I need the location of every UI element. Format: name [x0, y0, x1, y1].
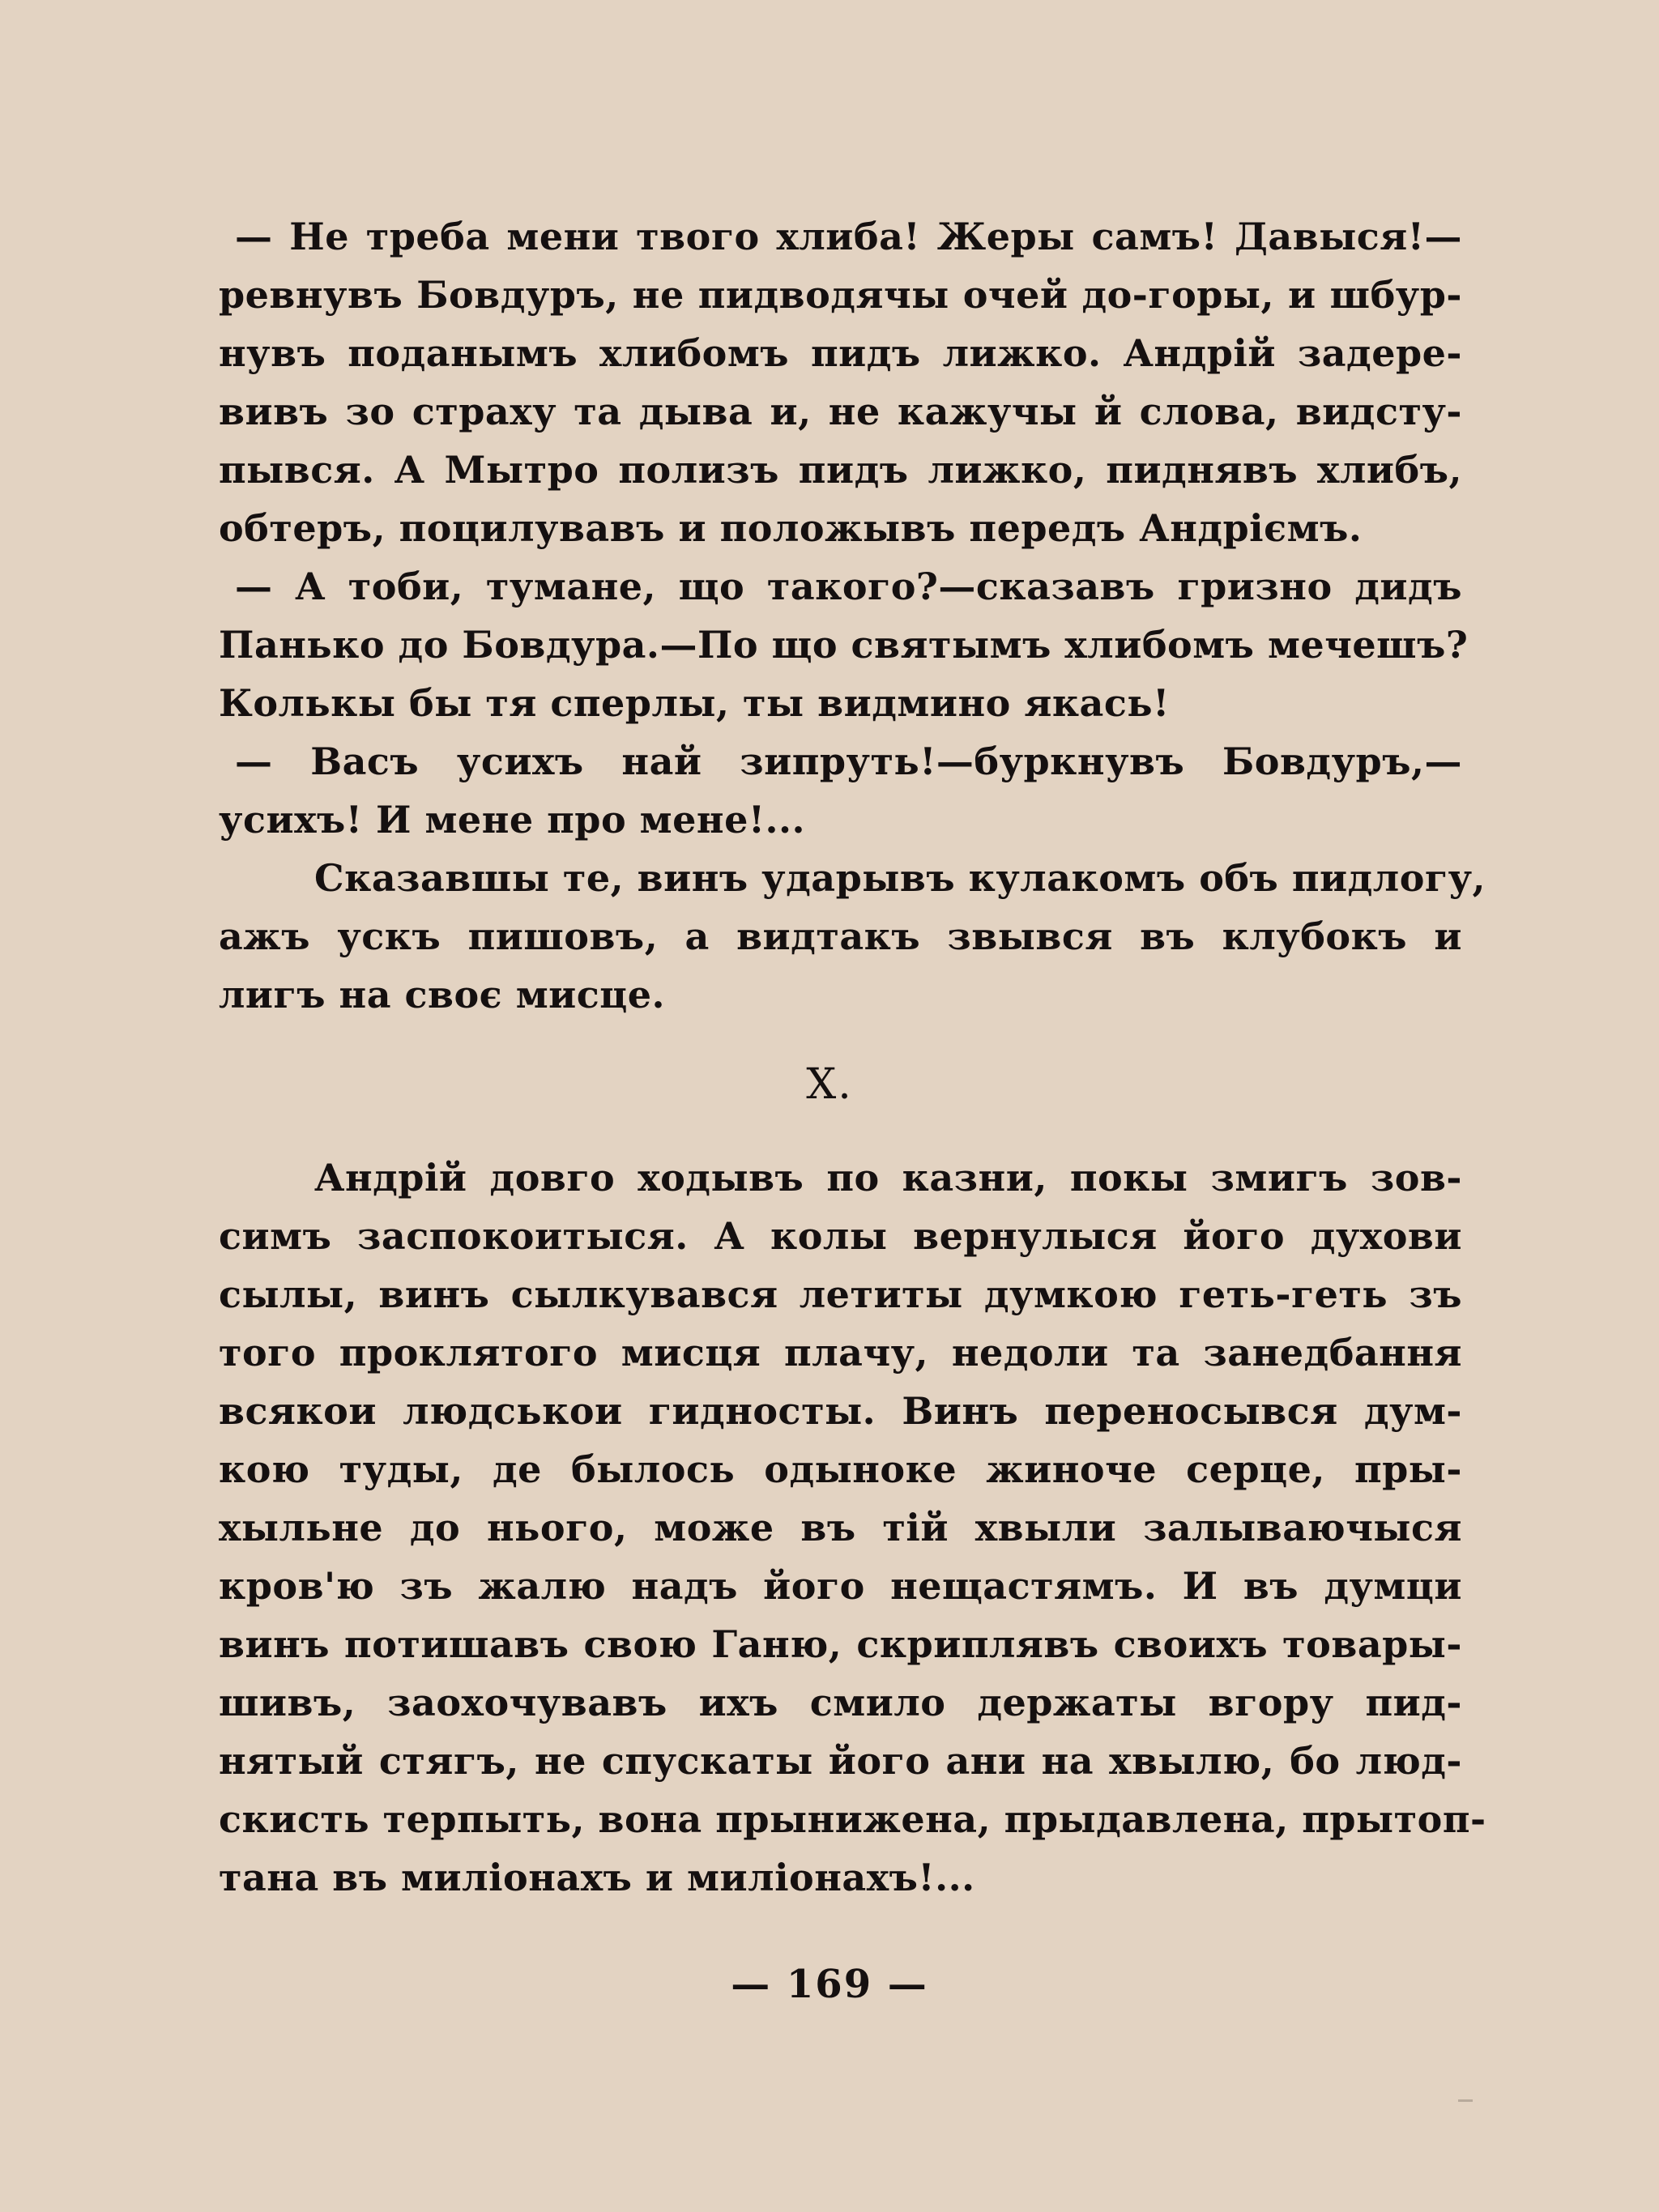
paragraph-bovdur-grumble [219, 732, 1462, 849]
text-line: скисть терпыть, вона прынижена, прыдавлена, прытоп- [219, 1797, 1486, 1841]
text-line: обтеръ, поцилувавъ и положывъ передъ Андріємъ. [219, 506, 1363, 550]
chapter-heading: X. [806, 1060, 853, 1109]
text-line: кров'ю зъ жалю надъ його нещастямъ. И въ думци [219, 1564, 1462, 1608]
scan-mark [1458, 2099, 1473, 2102]
text-line: Панько до Бовдура.—По що святымъ хлибомъ мечешъ? [219, 623, 1469, 667]
text-line: ажъ ускъ пишовъ, а видтакъ звывся въ клубокъ и [219, 914, 1462, 958]
text-line: лигъ на своє мисце. [219, 973, 666, 1016]
text-line: того проклятого мисця плачу, недоли та занедбання [219, 1331, 1462, 1375]
text-line: симъ заспокоитыся. А колы вернулыся його духови [219, 1214, 1462, 1258]
page-number: — 169 — [731, 1962, 928, 2007]
text-line: вивъ зо страху та дыва и, не кажучы й слова, видсту- [219, 390, 1462, 433]
text-line: Андрій довго ходывъ по казни, покы змигъ зов- [314, 1156, 1462, 1200]
text-line: нятый стягъ, не спускаты його ани на хвылю, бо люд- [219, 1739, 1462, 1783]
paragraph-andriy-thoughts [219, 1149, 1486, 1907]
text-line: кою туды, де былось одыноке жиноче серце, пры- [219, 1447, 1462, 1491]
text-line: винъ потишавъ свою Ганю, скриплявъ своихъ товары- [219, 1622, 1462, 1666]
text-line: сылы, винъ сылкувався летиты думкою геть-геть зъ [219, 1272, 1462, 1316]
text-line: всякои людськои гидносты. Винъ переносывся дум- [219, 1389, 1462, 1433]
text-line: шивъ, заохочувавъ ихъ смило держаты вгору пид- [219, 1681, 1462, 1724]
text-line: — Васъ усихъ най зипруть!—буркнувъ Бовдуръ,— [235, 739, 1462, 783]
text-line: — Не треба мени твого хлиба! Жеры самъ! Давыся!— [235, 215, 1462, 258]
paragraph-panko-question [219, 557, 1469, 732]
text-line: усихъ! И мене про мене!... [219, 798, 806, 842]
paragraph-bovdur-strikes [219, 849, 1486, 1024]
text-line: тана въ миліонахъ и миліонахъ!... [219, 1856, 975, 1899]
text-line: хыльне до нього, може въ тій хвыли залываючыся [219, 1506, 1462, 1549]
paragraph-bovdur-reply [219, 207, 1462, 557]
text-line: Сказавшы те, винъ ударывъ кулакомъ объ пидлогу, [314, 856, 1486, 900]
text-line: ревнувъ Бовдуръ, не пидводячы очей до-горы, и шбур- [219, 273, 1462, 317]
text-line: Колькы бы тя сперлы, ты видмино якась! [219, 681, 1170, 725]
text-line: нувъ поданымъ хлибомъ пидъ лижко. Андрій задере- [219, 331, 1462, 375]
text-block-bottom [219, 1149, 1486, 1907]
text-line: — А тоби, тумане, що такого?—сказавъ гризно дидъ [235, 565, 1462, 608]
text-line: пывся. А Мытро полизъ пидъ лижко, пиднявъ хлибъ, [219, 448, 1462, 492]
text-block-top [219, 207, 1486, 1024]
